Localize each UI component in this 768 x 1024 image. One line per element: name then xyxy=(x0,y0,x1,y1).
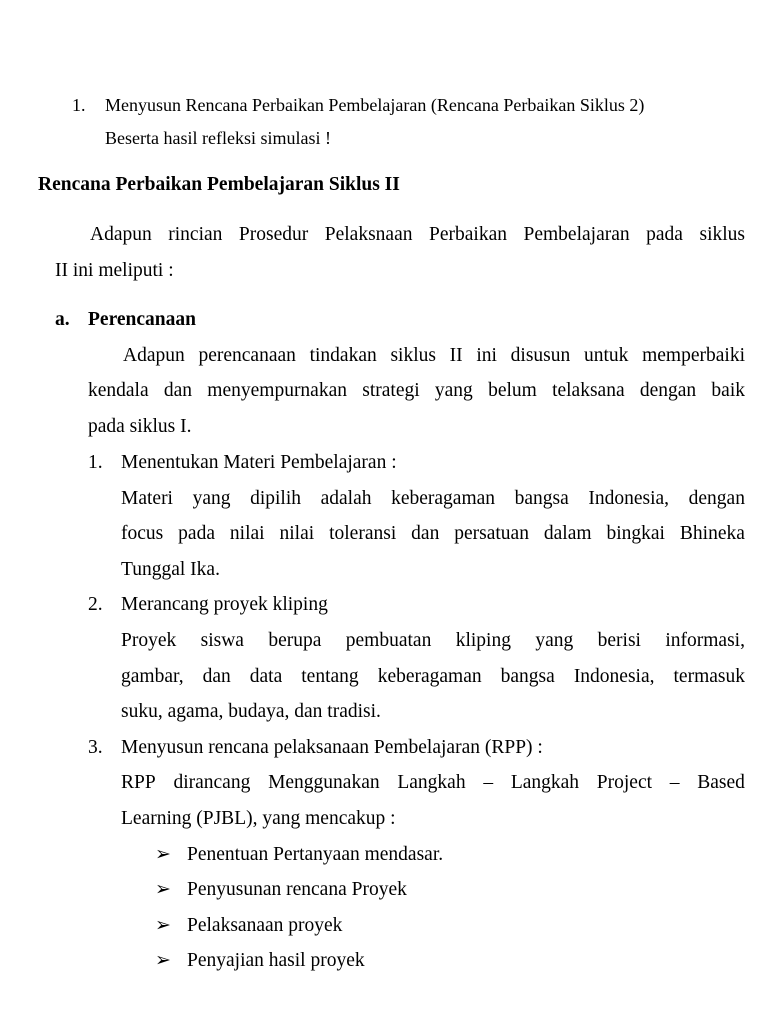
word: ini xyxy=(476,345,497,366)
word: siklus xyxy=(390,345,436,366)
word: focus xyxy=(121,523,164,544)
word: Langkah xyxy=(397,772,466,793)
arrow-bullet-icon: ➢ xyxy=(155,844,171,865)
word: yang xyxy=(192,488,231,509)
word: strategi xyxy=(362,380,420,401)
word: Perbaikan xyxy=(429,224,507,245)
step-2-desc-line-3: suku, agama, budaya, dan tradisi. xyxy=(121,701,381,722)
step-number: 1. xyxy=(88,452,103,473)
word: Menggunakan xyxy=(268,772,380,793)
bullet-item: Pelaksanaan proyek xyxy=(187,915,343,936)
intro-line-2: II ini meliputi : xyxy=(55,260,174,281)
word: Project xyxy=(596,772,653,793)
word: Adapun xyxy=(123,345,185,366)
word: yang xyxy=(434,380,473,401)
word: nilai xyxy=(279,523,315,544)
word: II xyxy=(449,345,463,366)
bullet-item: Penyajian hasil proyek xyxy=(187,950,365,971)
arrow-bullet-icon: ➢ xyxy=(155,879,171,900)
word: Adapun xyxy=(90,224,152,245)
word: tindakan xyxy=(309,345,377,366)
arrow-bullet-icon: ➢ xyxy=(155,915,171,936)
word: dengan xyxy=(639,380,697,401)
word: pembuatan xyxy=(345,630,432,651)
word: menyempurnakan xyxy=(207,380,347,401)
step-title: Menyusun rencana pelaksanaan Pembelajaran (RPP) : xyxy=(121,737,543,758)
word: persatuan xyxy=(454,523,529,544)
word: informasi, xyxy=(665,630,745,651)
word: yang xyxy=(535,630,574,651)
word: perencanaan xyxy=(198,345,296,366)
step-3-desc-line-2: Learning (PJBL), yang mencakup : xyxy=(121,808,396,829)
subsection-title: Perencanaan xyxy=(88,309,196,330)
word: Indonesia, xyxy=(573,666,655,687)
subsection-marker: a. xyxy=(55,309,70,330)
word: Pelaksnaan xyxy=(324,224,413,245)
word: berisi xyxy=(597,630,641,651)
word: baik xyxy=(711,380,745,401)
task-line-2: Beserta hasil refleksi simulasi ! xyxy=(105,128,331,148)
step-title: Menentukan Materi Pembelajaran : xyxy=(121,452,397,473)
perencanaan-line-1 xyxy=(123,346,745,366)
word: RPP xyxy=(121,772,156,793)
step-number: 3. xyxy=(88,737,103,758)
word: Based xyxy=(697,772,745,793)
word: toleransi xyxy=(329,523,397,544)
word: dipilih xyxy=(250,488,301,509)
word: siklus xyxy=(699,224,745,245)
word: untuk xyxy=(583,345,629,366)
word: – xyxy=(483,772,494,793)
word: Bhineka xyxy=(679,523,745,544)
word: dengan xyxy=(688,488,745,509)
word: Indonesia, xyxy=(588,488,670,509)
word: kliping xyxy=(455,630,511,651)
word: pada xyxy=(178,523,215,544)
word: tentang xyxy=(301,666,359,687)
word: disusun xyxy=(510,345,571,366)
word: dan xyxy=(411,523,440,544)
perencanaan-line-3: pada siklus I. xyxy=(88,416,192,437)
word: bingkai xyxy=(606,523,665,544)
word: data xyxy=(249,666,283,687)
perencanaan-line-2 xyxy=(88,381,745,401)
word: termasuk xyxy=(673,666,745,687)
arrow-bullet-icon: ➢ xyxy=(155,950,171,971)
word: Proyek xyxy=(121,630,177,651)
word: pada xyxy=(646,224,683,245)
section-title: Rencana Perbaikan Pembelajaran Siklus II xyxy=(38,174,400,195)
word: telaksana xyxy=(552,380,625,401)
step-3-desc-line-1 xyxy=(121,773,745,793)
word: rincian xyxy=(168,224,223,245)
word: dan xyxy=(202,666,231,687)
word: Langkah xyxy=(510,772,580,793)
word: kendala xyxy=(88,380,149,401)
word: bangsa xyxy=(514,488,569,509)
word: dirancang xyxy=(173,772,251,793)
step-2-desc-line-1 xyxy=(121,631,745,651)
task-line-1: Menyusun Rencana Perbaikan Pembelajaran (Rencana Perbaikan Siklus 2) xyxy=(105,95,645,115)
word: – xyxy=(669,772,680,793)
word: bangsa xyxy=(500,666,555,687)
word: berupa xyxy=(268,630,322,651)
step-number: 2. xyxy=(88,594,103,615)
word: nilai xyxy=(229,523,265,544)
word: adalah xyxy=(320,488,372,509)
word: Pembelajaran xyxy=(523,224,630,245)
word: keberagaman xyxy=(377,666,482,687)
word: memperbaiki xyxy=(642,345,745,366)
word: Materi xyxy=(121,488,173,509)
step-2-desc-line-2 xyxy=(121,667,745,687)
bullet-item: Penyusunan rencana Proyek xyxy=(187,879,407,900)
step-1-desc-line-1 xyxy=(121,489,745,509)
step-title: Merancang proyek kliping xyxy=(121,594,328,615)
word: keberagaman xyxy=(391,488,496,509)
word: siswa xyxy=(200,630,244,651)
word: gambar, xyxy=(121,666,184,687)
bullet-item: Penentuan Pertanyaan mendasar. xyxy=(187,844,444,865)
task-number: 1. xyxy=(72,95,86,115)
word: belum xyxy=(488,380,537,401)
word: Prosedur xyxy=(238,224,309,245)
step-1-desc-line-2 xyxy=(121,524,745,544)
word: dan xyxy=(163,380,193,401)
step-1-desc-line-3: Tunggal Ika. xyxy=(121,559,220,580)
intro-line-1 xyxy=(90,225,745,245)
word: dalam xyxy=(543,523,592,544)
